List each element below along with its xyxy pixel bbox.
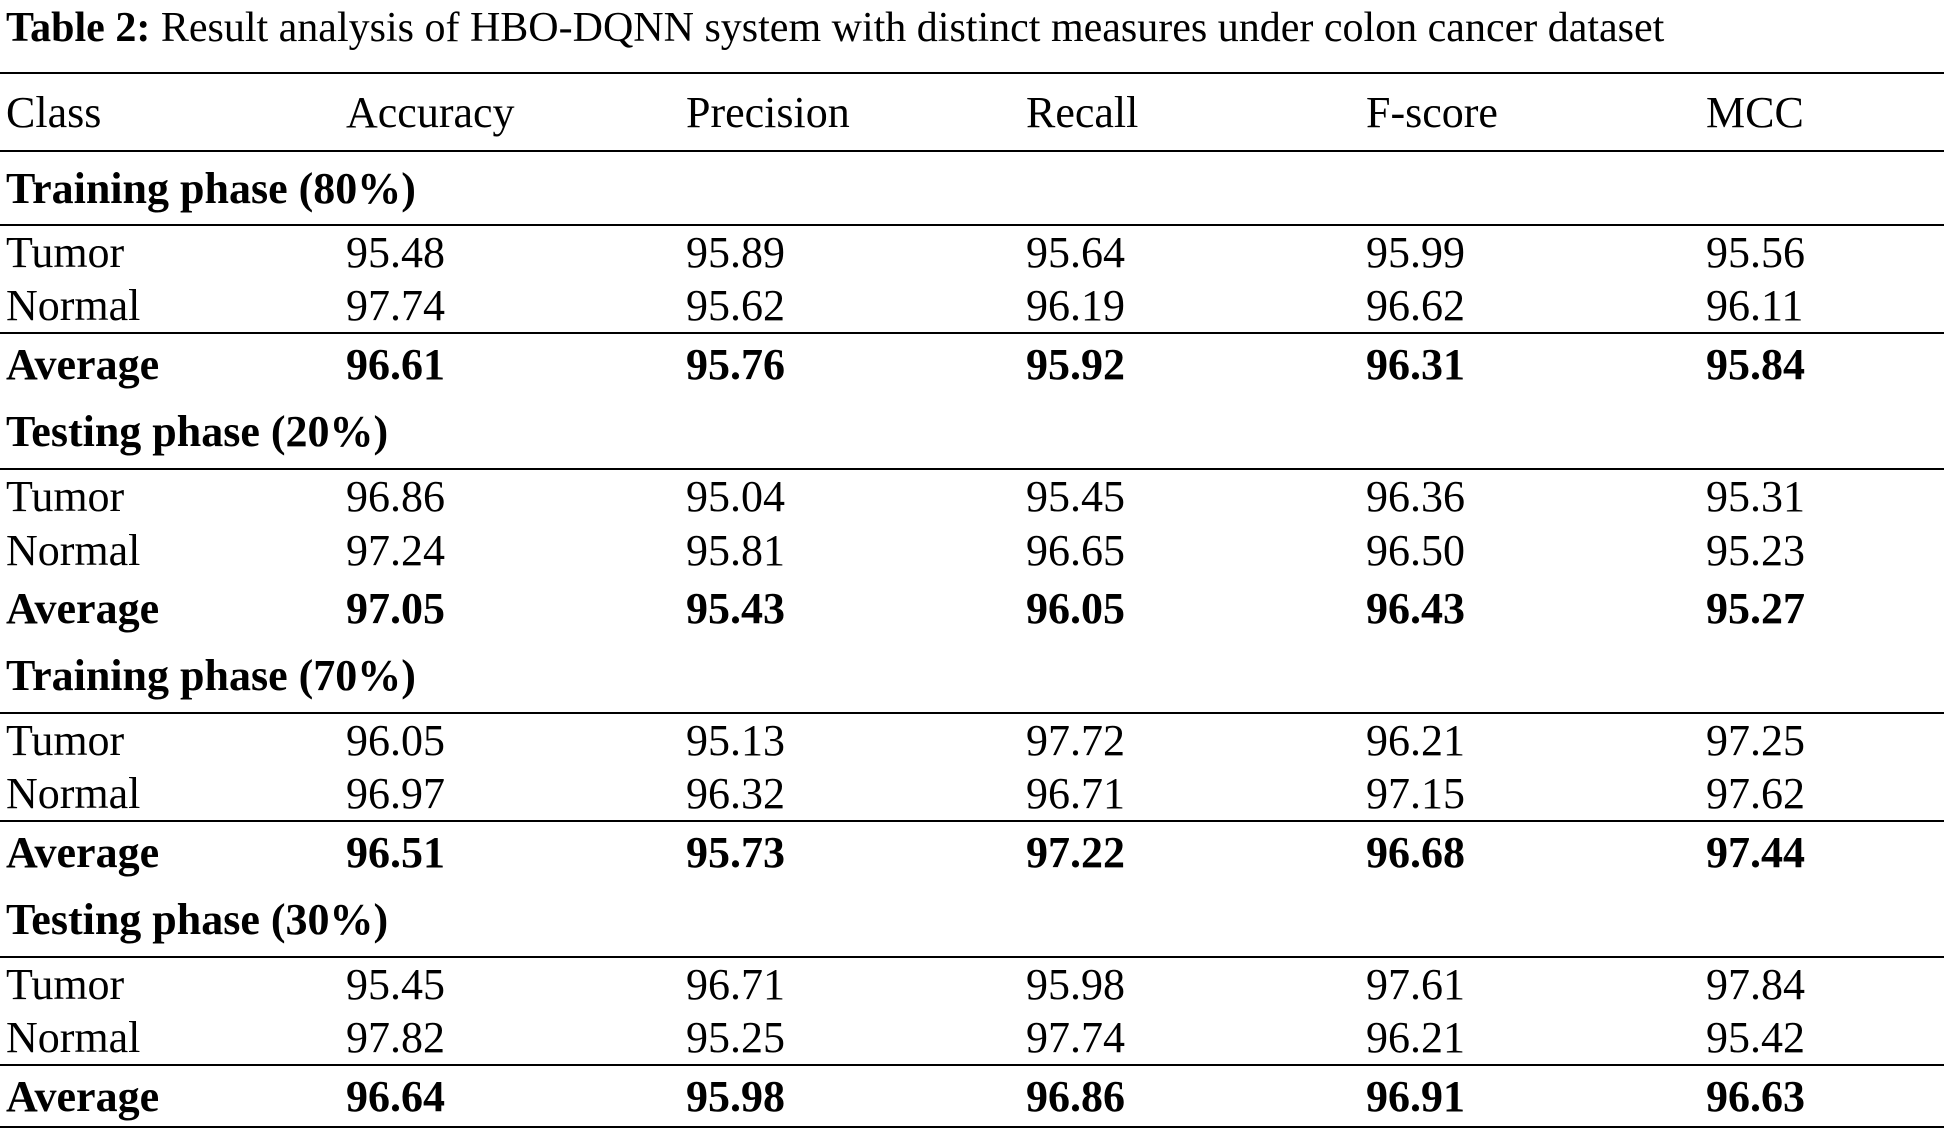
average-label: Average [0,821,340,883]
value-cell: 96.62 [1366,281,1465,330]
table-row [0,713,1944,767]
class-cell: Normal [6,281,141,330]
value-cell: 96.21 [1366,1013,1465,1062]
value-cell: 96.71 [1026,769,1125,818]
class-cell: Normal [6,1013,141,1062]
value-cell: 95.89 [686,228,785,277]
value-cell: 95.62 [686,281,785,330]
average-value: 97.22 [1020,821,1360,883]
header-cell: MCC [1706,87,1804,137]
phase-row [0,395,1944,469]
average-value: 96.31 [1360,333,1700,395]
average-value: 96.68 [1360,821,1700,883]
value-cell: 96.11 [1706,281,1804,330]
table-row [0,957,1944,1011]
average-row [0,821,1944,883]
value-cell: 97.15 [1366,769,1465,818]
value-cell: 97.82 [346,1013,445,1062]
value-cell: 95.56 [1706,228,1805,277]
value-cell: 95.23 [1706,525,1805,575]
header-row [0,73,1944,151]
header-cell: Recall [1026,87,1139,137]
caption-text: Result analysis of HBO-DQNN system with distinct measures under colon cancer dataset [160,5,1665,51]
value-cell: 97.61 [1366,960,1465,1009]
average-value: 96.91 [1360,1065,1700,1127]
phase-title: Training phase (70%) [0,639,1944,713]
average-value: 96.43 [1366,583,1465,633]
average-row [0,1065,1944,1127]
value-cell: 96.65 [1026,525,1125,575]
value-cell: 96.97 [346,769,445,818]
value-cell: 97.84 [1706,960,1805,1009]
average-label: Average [0,1065,340,1127]
table-row [0,523,1944,577]
average-value: 95.27 [1706,583,1805,633]
value-cell: 95.99 [1366,228,1465,277]
phase-row [0,639,1944,713]
value-cell: 95.48 [346,228,445,277]
results-table-body [0,73,1944,1127]
class-cell: Normal [6,769,141,818]
class-cell: Tumor [6,960,125,1009]
value-cell: 95.45 [346,960,445,1009]
value-cell: 95.81 [686,525,785,575]
average-value: 96.61 [340,333,680,395]
value-cell: 96.86 [346,472,445,521]
average-row [0,577,1944,639]
phase-row [0,151,1944,225]
average-value: 95.76 [680,333,1020,395]
value-cell: 96.21 [1366,716,1465,765]
value-cell: 95.25 [686,1013,785,1062]
average-label: Average [0,333,340,395]
header-cell: F-score [1366,87,1498,137]
value-cell: 97.72 [1026,716,1125,765]
value-cell: 96.71 [686,960,785,1009]
table-row [0,225,1944,279]
phase-title: Testing phase (30%) [0,883,1944,957]
caption-label: Table 2: [6,5,151,51]
average-value: 96.63 [1700,1065,1944,1127]
value-cell: 95.42 [1706,1013,1805,1062]
results-table [0,72,1944,1128]
average-value: 96.51 [340,821,680,883]
average-value: 97.05 [346,583,445,633]
value-cell: 97.25 [1706,716,1805,765]
class-cell: Tumor [6,472,125,521]
value-cell: 95.64 [1026,228,1125,277]
average-label: Average [6,583,160,633]
average-value: 97.44 [1700,821,1944,883]
value-cell: 95.98 [1026,960,1125,1009]
class-cell: Tumor [6,716,125,765]
class-cell: Normal [6,525,141,575]
phase-row [0,883,1944,957]
table-row [0,767,1944,821]
average-value: 96.05 [1026,583,1125,633]
value-cell: 96.32 [686,769,785,818]
header-cell: Accuracy [346,87,515,137]
value-cell: 96.05 [346,716,445,765]
value-cell: 97.24 [346,525,445,575]
table-row [0,279,1944,333]
table-row [0,469,1944,523]
value-cell: 97.62 [1706,769,1805,818]
average-value: 95.92 [1020,333,1360,395]
phase-title: Training phase (80%) [0,151,1944,225]
value-cell: 96.50 [1366,525,1465,575]
value-cell: 96.36 [1366,472,1465,521]
average-value: 95.98 [680,1065,1020,1127]
value-cell: 95.04 [686,472,785,521]
average-value: 95.43 [686,583,785,633]
value-cell: 97.74 [1026,1013,1125,1062]
average-value: 96.86 [1020,1065,1360,1127]
value-cell: 96.19 [1026,281,1125,330]
value-cell: 95.31 [1706,472,1805,521]
phase-title: Testing phase (20%) [0,395,1944,469]
average-value: 95.84 [1700,333,1944,395]
table-row [0,1011,1944,1065]
value-cell: 95.13 [686,716,785,765]
table-caption [6,0,1664,56]
header-cell: Class [6,87,102,137]
class-cell: Tumor [6,228,125,277]
value-cell: 95.45 [1026,472,1125,521]
average-row [0,333,1944,395]
average-value: 96.64 [340,1065,680,1127]
header-cell: Precision [686,87,850,137]
value-cell: 97.74 [346,281,445,330]
average-value: 95.73 [680,821,1020,883]
